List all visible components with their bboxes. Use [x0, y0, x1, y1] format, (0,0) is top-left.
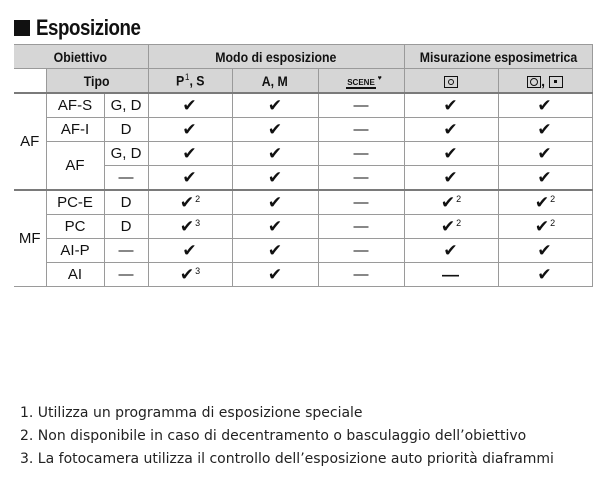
group-label-mf: MF	[14, 190, 46, 287]
spot-metering-icon	[549, 76, 563, 88]
lens-type-cell: AI-P	[46, 239, 104, 263]
scene-cell: —	[318, 190, 404, 215]
cw-spot-cell: ✔$^2$	[498, 215, 592, 239]
scene-cell: —	[318, 142, 404, 166]
table-row	[14, 93, 592, 118]
am-cell: ✔	[232, 142, 318, 166]
am-cell: ✔	[232, 239, 318, 263]
matrix-cell: ✔$^2$	[404, 190, 498, 215]
header-mode-a-m: A, M	[232, 69, 318, 94]
cpu-type-cell: D	[104, 118, 148, 142]
matrix-cell: ✔$^2$	[404, 215, 498, 239]
header-row-1	[14, 45, 592, 69]
cpu-type-cell: —	[104, 263, 148, 287]
matrix-cell: ✔	[404, 239, 498, 263]
exposure-compatibility-table	[14, 44, 593, 287]
ps-cell: ✔	[148, 166, 232, 191]
matrix-cell: ✔	[404, 118, 498, 142]
scene-cell: —	[318, 239, 404, 263]
group-label-af: AF	[14, 93, 46, 190]
cpu-type-cell: —	[104, 239, 148, 263]
table-row	[14, 190, 592, 215]
am-cell: ✔	[232, 93, 318, 118]
cpu-type-cell: D	[104, 215, 148, 239]
cw-spot-cell: ✔	[498, 166, 592, 191]
scene-mode-icon: SCENE ♥	[347, 75, 382, 87]
header-blank-cell	[14, 69, 46, 94]
lens-type-cell: AF-I	[46, 118, 104, 142]
header-centerweighted-spot-metering: ,	[498, 69, 592, 94]
header-tipo: Tipo	[46, 69, 148, 94]
matrix-cell: ✔	[404, 166, 498, 191]
ps-cell: ✔$^3$	[148, 263, 232, 287]
cw-spot-cell: ✔$^2$	[498, 190, 592, 215]
ps-cell: ✔	[148, 239, 232, 263]
ps-cell: ✔$^3$	[148, 215, 232, 239]
lens-type-cell: AF	[46, 142, 104, 191]
cpu-type-cell: D	[104, 190, 148, 215]
header-scene-mode	[318, 69, 404, 94]
cw-spot-cell: ✔	[498, 263, 592, 287]
section-title	[14, 14, 159, 42]
am-cell: ✔	[232, 166, 318, 191]
header-row-2	[14, 69, 592, 94]
lens-type-cell: PC	[46, 215, 104, 239]
am-cell: ✔	[232, 118, 318, 142]
header-modo-esposizione: Modo di esposizione	[148, 45, 404, 69]
ps-cell: ✔	[148, 142, 232, 166]
scene-cell: —	[318, 215, 404, 239]
table-row	[14, 118, 592, 142]
scene-cell: —	[318, 263, 404, 287]
matrix-cell: ✔	[404, 93, 498, 118]
footnote-item: 3. La fotocamera utilizza il controllo dell’esposizione auto priorità diaframmi	[20, 451, 554, 467]
matrix-metering-icon	[444, 76, 458, 88]
matrix-cell: —	[404, 263, 498, 287]
ps-cell: ✔	[148, 118, 232, 142]
header-matrix-metering	[404, 69, 498, 94]
cpu-type-cell: G, D	[104, 142, 148, 166]
cw-spot-cell: ✔	[498, 239, 592, 263]
lens-type-cell: PC-E	[46, 190, 104, 215]
cw-spot-cell: ✔	[498, 93, 592, 118]
am-cell: ✔	[232, 215, 318, 239]
header-obiettivo: Obiettivo	[14, 45, 148, 69]
header-mode-p-s: P$^1$, S	[148, 69, 232, 94]
am-cell: ✔	[232, 263, 318, 287]
cpu-type-cell: —	[104, 166, 148, 191]
matrix-cell: ✔	[404, 142, 498, 166]
cw-spot-cell: ✔	[498, 142, 592, 166]
ps-cell: ✔$^2$	[148, 190, 232, 215]
footnote-item: 1. Utilizza un programma di esposizione speciale	[20, 405, 363, 421]
table-row	[14, 263, 592, 287]
table-row	[14, 215, 592, 239]
scene-cell: —	[318, 118, 404, 142]
header-misurazione-esposimetrica: Misurazione esposimetrica	[404, 45, 592, 69]
lens-type-cell: AI	[46, 263, 104, 287]
scene-cell: —	[318, 93, 404, 118]
am-cell: ✔	[232, 190, 318, 215]
footnotes-list	[20, 402, 554, 471]
table-row	[14, 142, 592, 166]
scene-cell: —	[318, 166, 404, 191]
footnote-item: 2. Non disponibile in caso di decentramento o basculaggio dell’obiettivo	[20, 428, 527, 444]
cw-spot-cell: ✔	[498, 118, 592, 142]
ps-cell: ✔	[148, 93, 232, 118]
section-title-text: Esposizione	[36, 15, 141, 40]
center-weighted-metering-icon	[527, 76, 541, 88]
title-bullet-square	[14, 20, 30, 36]
cpu-type-cell: G, D	[104, 93, 148, 118]
lens-type-cell: AF-S	[46, 93, 104, 118]
table-row	[14, 239, 592, 263]
